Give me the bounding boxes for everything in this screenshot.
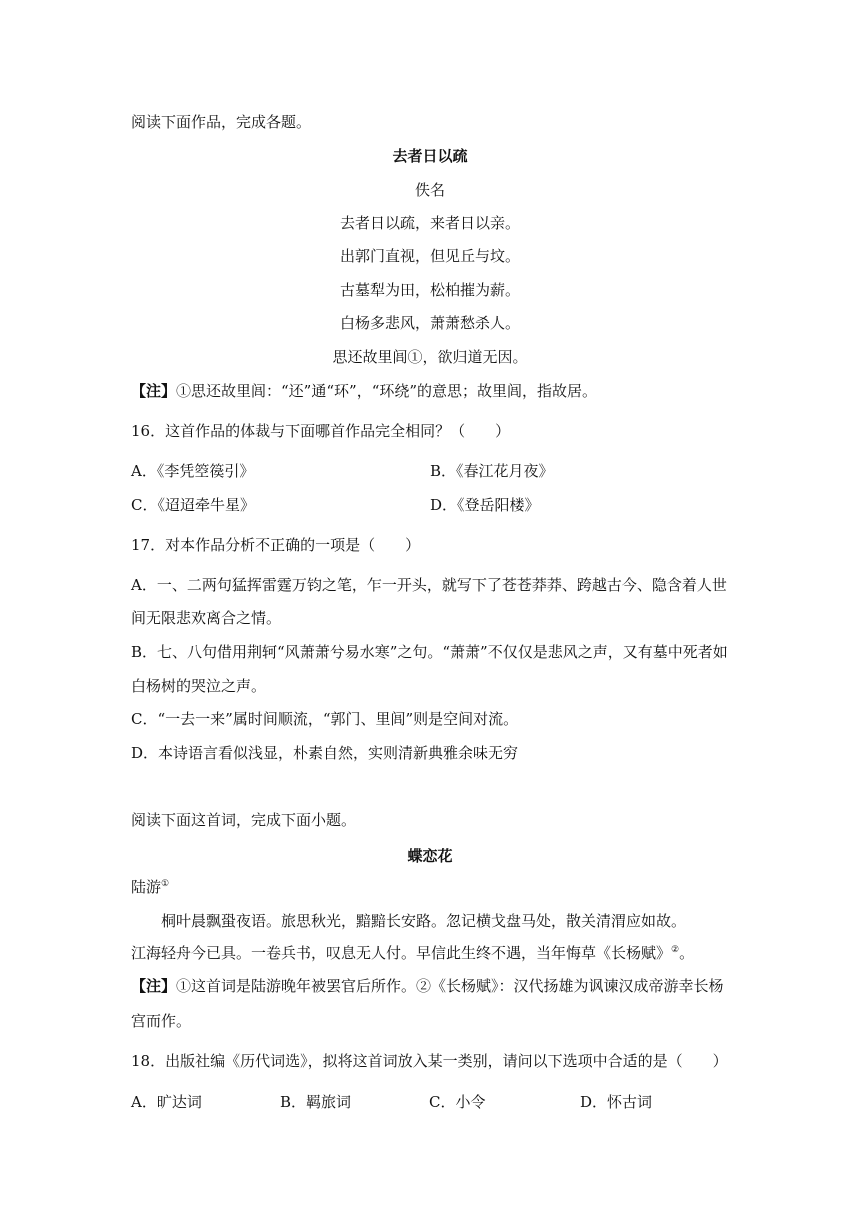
ci-author	[131, 877, 169, 897]
q17-option-d: D．本诗语言看似浅显，朴素自然，实则清新典雅余味无穷	[131, 744, 519, 762]
section1-intro: 阅读下面作品，完成各题。	[131, 113, 312, 131]
question-18-stem: 18．出版社编《历代词选》，拟将这首词放入某一类别，请问以下选项中合适的是（ ）	[131, 1052, 728, 1070]
poem-line: 古墓犁为田，松柏摧为薪。	[339, 281, 520, 299]
ci-note	[131, 976, 724, 996]
ci-author-name: 陆游	[131, 878, 162, 896]
section2-intro: 阅读下面这首词，完成下面小题。	[131, 811, 357, 829]
ci-author-footnote-mark: ①	[161, 879, 170, 889]
poem-line: 思还故里闾①，欲归道无因。	[332, 348, 528, 366]
note	[131, 381, 597, 401]
note-text: ①思还故里闾：“还”通“环”，“环绕”的意思；故里闾，指故居。	[176, 382, 598, 400]
q17-option-a: A．一、二两句猛挥雷霆万钧之笔，乍一开头，就写下了苍苍莽莽、跨越古今、隐含着人世	[131, 576, 727, 594]
q18-option-a: A．旷达词	[131, 1093, 202, 1111]
q17-option-a-cont: 间无限悲欢离合之情。	[131, 609, 282, 627]
poem-title: 去者日以疏	[392, 147, 468, 165]
ci-note-label: 【注】	[131, 977, 177, 995]
ci-line-1: 桐叶晨飘蛩夜语。旅思秋光，黯黯长安路。忽记横戈盘马处，散关清渭应如故。	[161, 912, 687, 930]
q16-option-c: C．《迢迢牵牛星》	[131, 496, 255, 514]
ci-title: 蝶恋花	[407, 847, 453, 865]
q16-option-d: D．《登岳阳楼》	[430, 496, 540, 514]
ci-note-cont: 宫而作。	[131, 1012, 192, 1030]
poem-line: 出郭门直视，但见丘与坟。	[339, 247, 520, 265]
ci-line-2: 江海轻舟今已具。一卷兵书，叹息无人付。早信此生终不遇，当年悔草《长杨赋》②。	[131, 944, 695, 962]
q17-option-c: C．“一去一来”属时间顺流，“郭门、里闾”则是空间对流。	[131, 710, 519, 728]
poem-line: 去者日以疏，来者日以亲。	[339, 214, 520, 232]
note-label: 【注】	[131, 382, 177, 400]
q17-option-b-cont: 白杨树的哭泣之声。	[131, 677, 267, 695]
poem-line: 白杨多悲风，萧萧愁杀人。	[339, 314, 520, 332]
poem-author: 佚名	[414, 181, 445, 199]
question-16-stem: 16．这首作品的体裁与下面哪首作品完全相同？（ ）	[131, 422, 511, 440]
ci-note-text: ①这首词是陆游晚年被罢官后所作。②《长杨赋》：汉代扬雄为讽谏汉成帝游幸长杨	[176, 977, 724, 995]
q18-option-d: D．怀古词	[580, 1093, 653, 1111]
q16-option-a: A．《李凭箜篌引》	[131, 462, 255, 480]
q18-option-b: B．羁旅词	[280, 1093, 352, 1111]
ci-line-2-footnote-mark: ②	[671, 945, 680, 955]
q16-option-b: B．《春江花月夜》	[430, 462, 554, 480]
q18-option-c: C．小令	[429, 1093, 486, 1111]
question-17-stem: 17．对本作品分析不正确的一项是（ ）	[131, 536, 421, 554]
q17-option-b: B．七、八句借用荆轲“风萧萧兮易水寒”之句。“萧萧”不仅仅是悲风之声，又有墓中死者如	[131, 643, 728, 661]
